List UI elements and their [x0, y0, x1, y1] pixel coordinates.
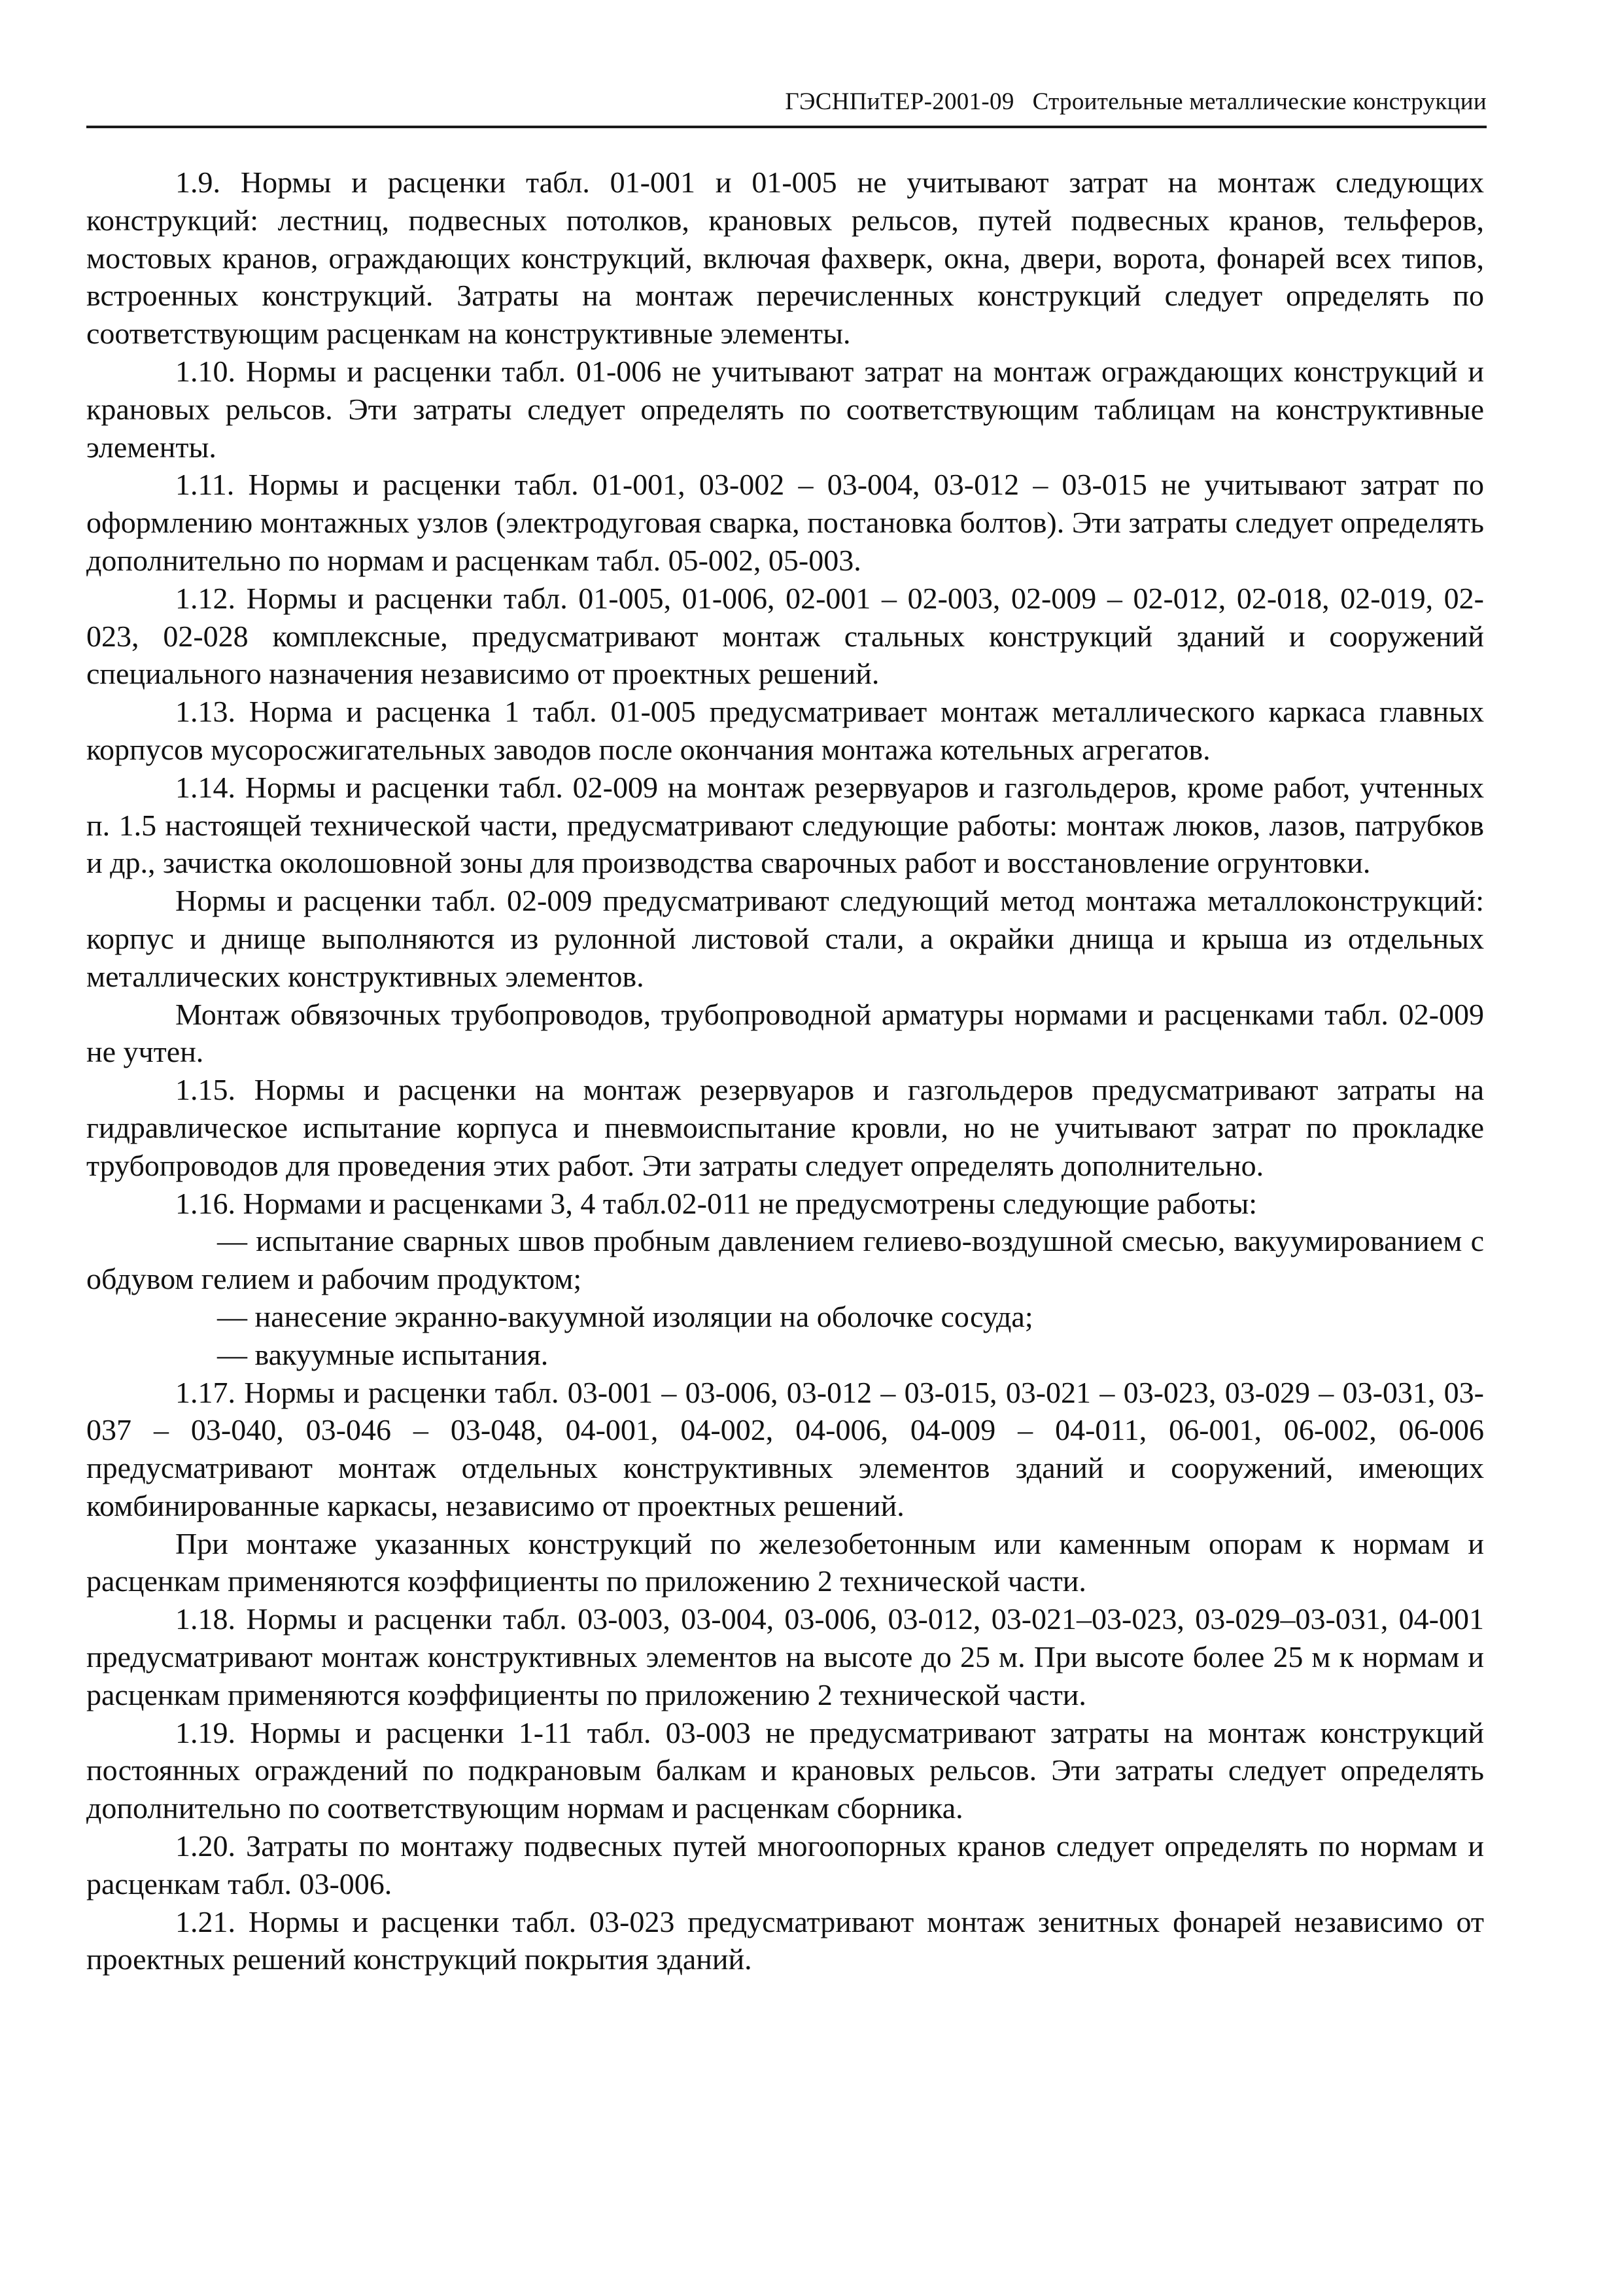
paragraph: При монтаже указанных конструкций по железобетонным или каменным опорам к нормам и расценкам применяются коэффициенты по приложению 2 технической части. [86, 1526, 1484, 1598]
paragraph: 1.17. Нормы и расценки табл. 03-001 – 03-006, 03-012 – 03-015, 03-021 – 03-023, 03-029 – 03-031, 03-037 – 03-040, 03-046 – 03-048, 04-001, 04-002, 04-006, 04-009 – 04-011, 06-001, 06-002, 06-006 предусматривают монтаж отдельных конструктивных элементов зданий и сооружений, имеющих комбинированные каркасы, независимо от проектных решений. [86, 1375, 1484, 1522]
paragraph: 1.11. Нормы и расценки табл. 01-001, 03-002 – 03-004, 03-012 – 03-015 не учитывают затрат по оформлению монтажных узлов (электродуговая сварка, постановка болтов). Эти затраты следует определять дополнительно по нормам и расценкам табл. 05-002, 05-003. [86, 468, 1484, 577]
paragraph: Нормы и расценки табл. 02-009 предусматривают следующий метод монтажа металлоконструкций: корпус и днище выполняются из рулонной листовой стали, а окрайки днища и крыша из отдельных металлических конструктивных элементов. [86, 884, 1484, 993]
paragraph: 1.21. Нормы и расценки табл. 03-023 предусматривают монтаж зенитных фонарей независимо от проектных решений конструкций покрытия зданий. [86, 1904, 1484, 1976]
document-title: Строительные металлические конструкции [1032, 88, 1487, 115]
paragraph: 1.14. Нормы и расценки табл. 02-009 на монтаж резервуаров и газгольдеров, кроме работ, учтенных п. 1.5 настоящей технической части, предусматривают следующие работы: монтаж люков, лазов, патрубков и др., зачистка околошовной зоны для производства сварочных работ и восстановление огрунтовки. [86, 770, 1484, 880]
document-body [86, 164, 1484, 1978]
document-code: ГЭСНПиТЕР-2001-09 [785, 88, 1014, 115]
paragraph: 1.9. Нормы и расценки табл. 01-001 и 01-005 не учитывают затрат на монтаж следующих конструкций: лестниц, подвесных потолков, крановых рельсов, путей подвесных кранов, тельферов, мостовых кранов, ограждающих конструкций, включая фахверк, окна, двери, ворота, фонарей всех типов, встроенных конструкций. Затраты на монтаж перечисленных конструкций следует определять по соответствующим расценкам на конструктивные элементы. [86, 166, 1484, 351]
list-item: — нанесение экранно-вакуумной изоляции на оболочке сосуда; [217, 1299, 1033, 1333]
list-item: — испытание сварных швов пробным давлением гелиево-воздушной смесью, вакуумированием с обдувом гелием и рабочим продуктом; [86, 1224, 1484, 1296]
paragraph: 1.13. Норма и расценка 1 табл. 01-005 предусматривает монтаж металлического каркаса главных корпусов мусоросжигательных заводов после окончания монтажа котельных агрегатов. [86, 695, 1484, 766]
paragraph: Монтаж обвязочных трубопроводов, трубопроводной арматуры нормами и расценками табл. 02-009 не учтен. [86, 997, 1484, 1069]
paragraph: 1.12. Нормы и расценки табл. 01-005, 01-006, 02-001 – 02-003, 02-009 – 02-012, 02-018, 02-019, 02-023, 02-028 комплексные, предусматривают монтаж стальных конструкций зданий и сооружений специального назначения независимо от проектных решений. [86, 581, 1484, 691]
paragraph: 1.10. Нормы и расценки табл. 01-006 не учитывают затрат на монтаж ограждающих конструкций и крановых рельсов. Эти затраты следует определять по соответствующим таблицам на конструктивные элементы. [86, 354, 1484, 464]
paragraph: 1.20. Затраты по монтажу подвесных путей многоопорных кранов следует определять по нормам и расценкам табл. 03-006. [86, 1829, 1484, 1901]
paragraph: 1.19. Нормы и расценки 1-11 табл. 03-003 не предусматривают затраты на монтаж конструкций постоянных ограждений по подкрановым балкам и крановых рельсов. Эти затраты следует определять дополнительно по соответствующим нормам и расценкам сборника. [86, 1715, 1484, 1825]
paragraph: 1.15. Нормы и расценки на монтаж резервуаров и газгольдеров предусматривают затраты на гидравлическое испытание корпуса и пневмоиспытание кровли, но не учитывают затрат по прокладке трубопроводов для проведения этих работ. Эти затраты следует определять дополнительно. [86, 1073, 1484, 1182]
paragraph: 1.16. Нормами и расценками 3, 4 табл.02-011 не предусмотрены следующие работы: [175, 1186, 1258, 1220]
paragraph: 1.18. Нормы и расценки табл. 03-003, 03-004, 03-006, 03-012, 03-021–03-023, 03-029–03-031, 04-001 предусматривают монтаж конструктивных элементов на высоте до 25 м. При высоте более 25 м к нормам и расценкам применяются коэффициенты по приложению 2 технической части. [86, 1602, 1484, 1711]
list-item: — вакуумные испытания. [217, 1337, 549, 1371]
running-header [86, 84, 1487, 128]
